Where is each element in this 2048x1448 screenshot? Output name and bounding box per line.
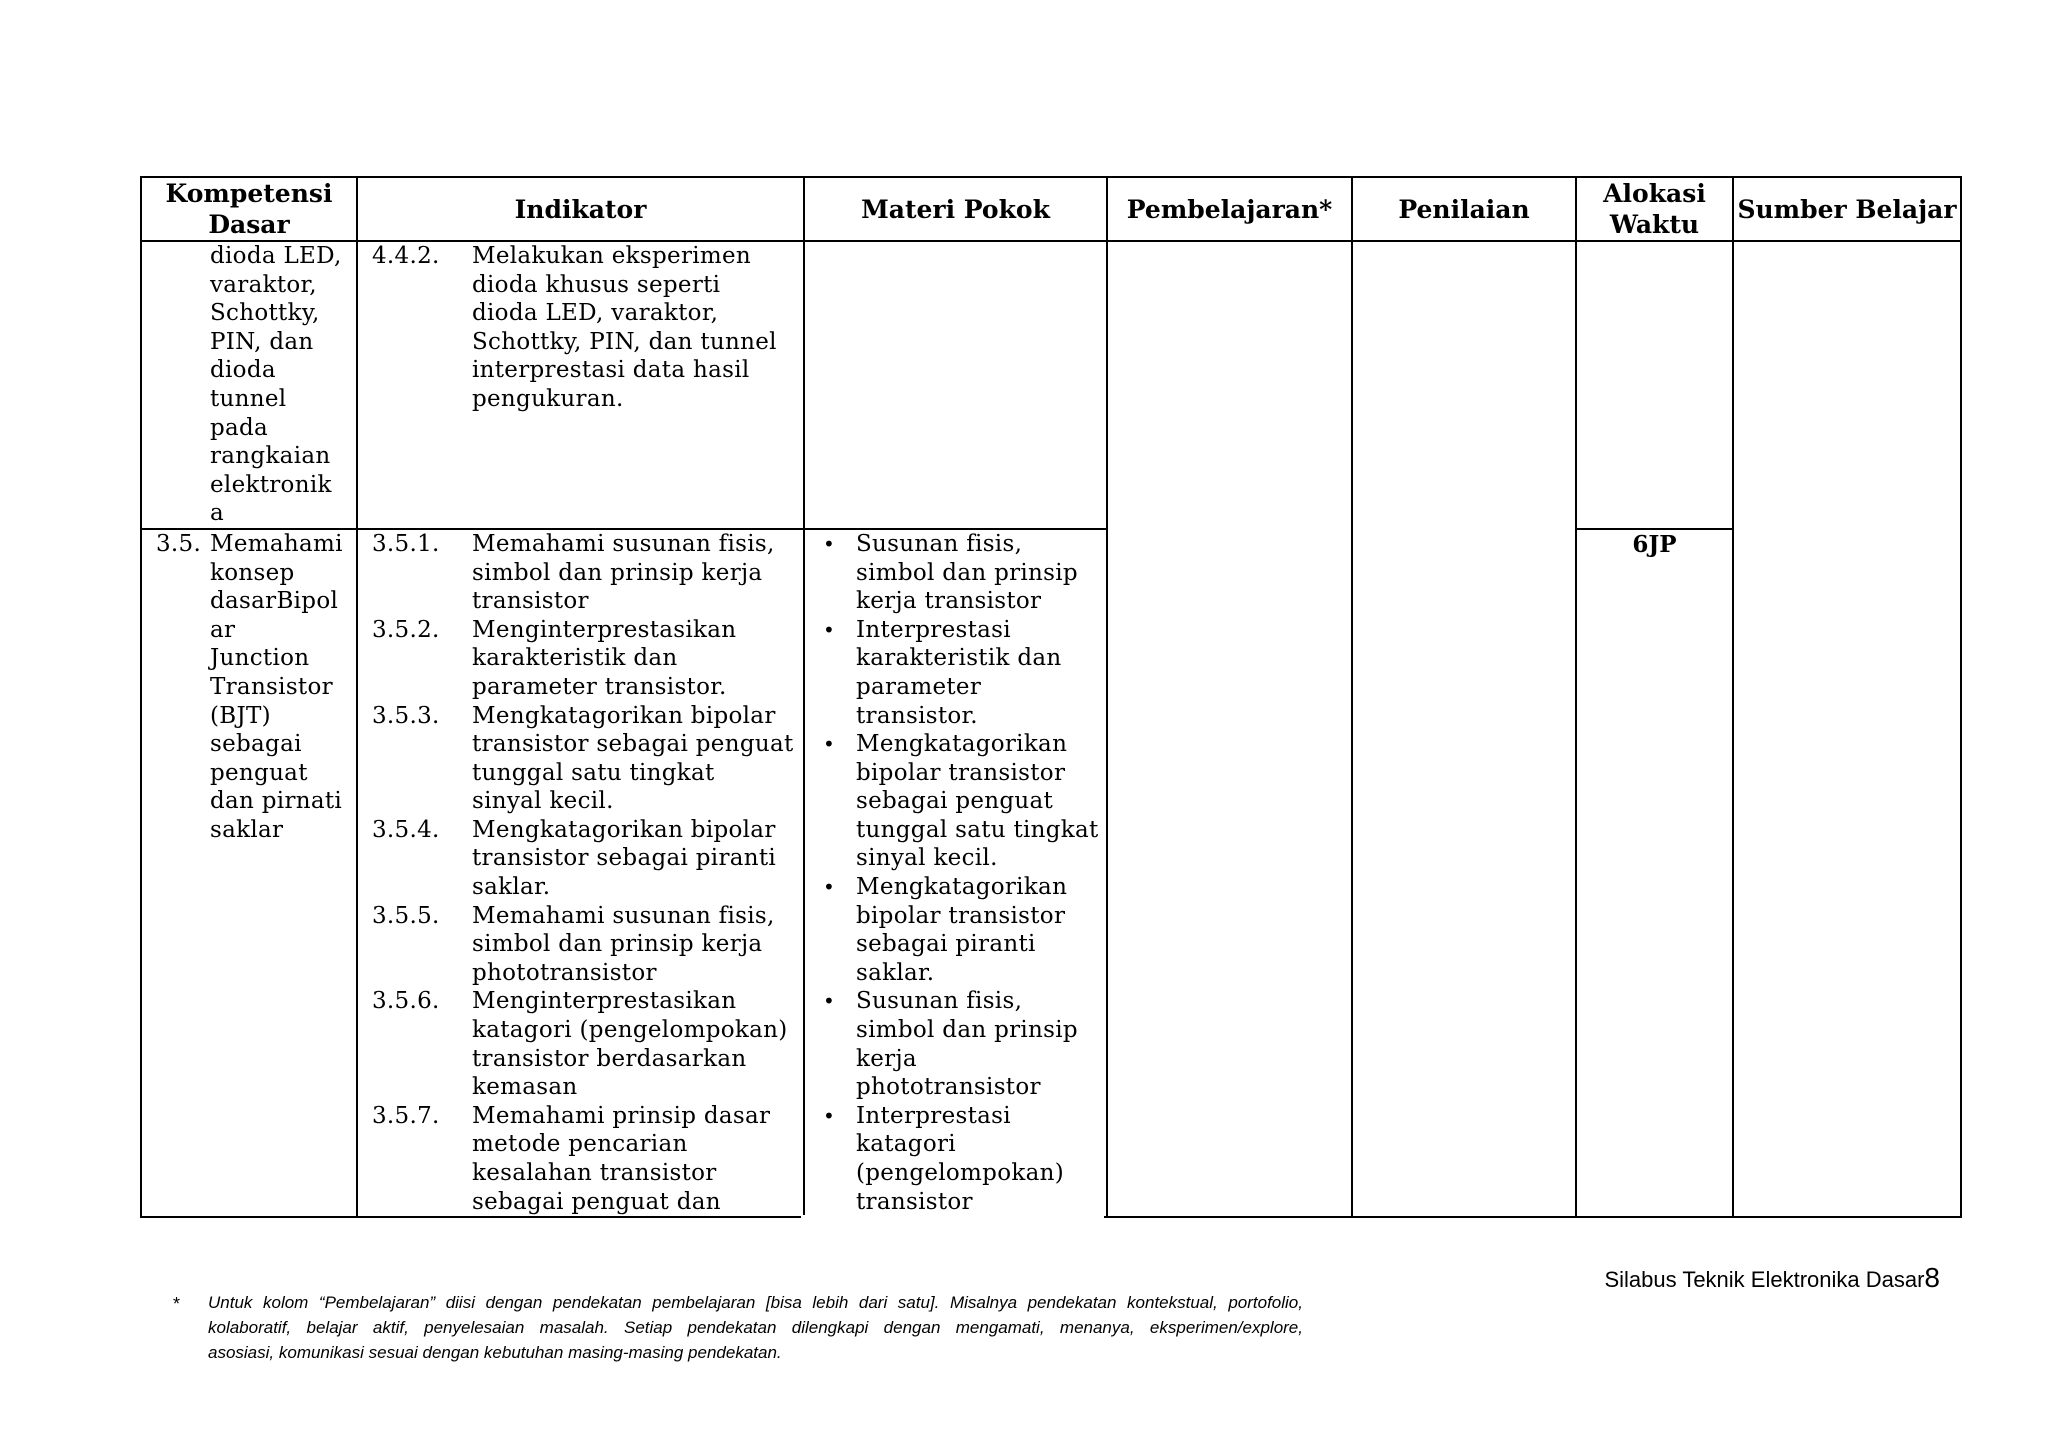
text-line: bipolar transistor: [856, 759, 1066, 786]
header-alokasi-waktu: Alokasi Waktu: [1576, 177, 1733, 241]
header-kompetensi-dasar: Kompetensi Dasar: [141, 177, 357, 241]
materi-text: [856, 530, 1106, 616]
text-line: Mengkatagorikan: [856, 874, 1068, 901]
text-line: saklar.: [472, 874, 551, 901]
indicator-text: [472, 987, 803, 1101]
text-line: saklar.: [856, 959, 935, 986]
indicator-number: 3.5.3.: [372, 702, 440, 729]
indicator-number: 3.5.5.: [372, 902, 440, 929]
bullet: •: [823, 732, 836, 757]
text-line: PIN, dan: [210, 328, 314, 355]
text-line: transistor.: [856, 702, 978, 729]
indicator-item: [358, 702, 803, 816]
text-line: katagori: [856, 1131, 956, 1158]
text-line: Susunan fisis,: [856, 530, 1023, 557]
text-line: dan pirnati: [210, 788, 343, 815]
header-sumber-belajar: Sumber Belajar: [1733, 177, 1961, 241]
indicator-item: [358, 902, 803, 988]
text-line: dioda khusus seperti: [472, 271, 721, 298]
text-line: Schottky, PIN, dan tunnel: [472, 328, 777, 355]
text-line: sinyal kecil.: [472, 788, 614, 815]
text-line: varaktor,: [210, 271, 317, 298]
alokasi-waktu-value: 6JP: [1632, 530, 1677, 558]
indikator-cell-row1: [357, 241, 804, 529]
header-pembelajaran: Pembelajaran*: [1107, 177, 1352, 241]
indicator-number: 3.5.1.: [372, 530, 440, 557]
list-item: [805, 873, 1106, 987]
text-line: sebagai piranti: [856, 931, 1036, 958]
alokasi-cell-row1: [1576, 241, 1733, 529]
text-line: phototransistor: [472, 959, 657, 986]
text-line: Junction: [210, 645, 310, 672]
text-line: parameter: [856, 673, 982, 700]
materi-text: [856, 616, 1106, 730]
materi-cell-row2: [804, 529, 1107, 1217]
text-line: dioda LED, varaktor,: [472, 300, 719, 327]
text-line: dioda: [210, 357, 276, 384]
text-line: Mengkatagorikan bipolar: [472, 816, 776, 843]
text-line: Mengkatagorikan bipolar: [472, 702, 776, 729]
text-line: interprestasi data hasil: [472, 357, 750, 384]
text-line: Susunan fisis,: [856, 988, 1023, 1015]
indicator-text: [472, 530, 803, 616]
materi-text: [856, 987, 1106, 1101]
indicator-number: 3.5.2.: [372, 616, 440, 643]
materi-text: [856, 873, 1106, 987]
alokasi-cell-row2: [1576, 529, 1733, 1217]
text-line: tunggal satu tingkat: [856, 816, 1099, 843]
text-line: saklar: [210, 816, 284, 843]
text-line: Transistor: [210, 673, 333, 700]
materi-bottom-border-gap: [801, 1215, 1104, 1219]
header-materi-pokok: Materi Pokok: [804, 177, 1107, 241]
indicator-text: [472, 616, 803, 702]
text-line: dioda LED,: [210, 243, 342, 269]
footer-title-text: Silabus Teknik Elektronika Dasar: [1604, 1267, 1925, 1292]
text-line: Memahami susunan fisis,: [472, 902, 775, 929]
pembelajaran-cell: [1107, 241, 1352, 1217]
indicator-text: [472, 1102, 803, 1216]
text-line: kemasan: [472, 1074, 578, 1101]
kd-number: 3.5.: [156, 530, 202, 557]
footnote-line-1: Untuk kolom “Pembelajaran” diisi dengan pendekatan pembelajaran [bisa lebih dari satu]. Misalnya pendekatan kontekstual, portofolio,: [208, 1293, 1303, 1312]
indicator-item: [358, 616, 803, 702]
text-line: Menginterprestasikan: [472, 988, 737, 1015]
indicator-number: 3.5.6.: [372, 988, 440, 1015]
materi-text: [856, 730, 1106, 873]
text-line: elektronik: [210, 471, 332, 498]
page-number: 8: [1924, 1262, 1940, 1293]
footnote-line-3: asosiasi, komunikasi sesuai dengan kebutuhan masing-masing pendekatan.: [208, 1343, 782, 1362]
table-header-row: [141, 177, 1961, 241]
list-item: [805, 616, 1106, 730]
indicator-item: [358, 530, 803, 616]
text-line: kerja: [856, 1045, 917, 1072]
indikator-cell-row2: [357, 529, 804, 1217]
indicator-item: [358, 1102, 803, 1216]
text-line: simbol dan prinsip: [856, 1017, 1078, 1044]
list-item: [805, 530, 1106, 616]
text-line: Schottky,: [210, 300, 320, 327]
footer-title: [1560, 1262, 1940, 1294]
syllabus-table: [140, 176, 1962, 1218]
text-line: karakteristik dan: [856, 645, 1062, 672]
text-line: sebagai penguat: [856, 788, 1054, 815]
sumber-belajar-cell: [1733, 241, 1961, 1217]
materi-text: [856, 1102, 1106, 1216]
indicator-item: [358, 242, 803, 414]
text-line: konsep: [210, 559, 295, 586]
text-line: metode pencarian: [472, 1131, 688, 1158]
text-line: pada: [210, 414, 269, 441]
footnote-marker: *: [173, 1294, 181, 1314]
text-line: Memahami: [210, 530, 343, 557]
kd-cell-row1: [141, 241, 357, 529]
table-row: [141, 241, 1961, 529]
text-line: tunnel: [210, 385, 287, 412]
bullet: •: [823, 875, 836, 900]
text-line: karakteristik dan: [472, 645, 678, 672]
text-line: simbol dan prinsip: [856, 559, 1078, 586]
header-penilaian: Penilaian: [1352, 177, 1576, 241]
text-line: kesalahan transistor: [472, 1160, 717, 1186]
text-line: Melakukan eksperimen: [472, 243, 752, 269]
text-line: a: [210, 500, 225, 527]
indicator-item: [358, 816, 803, 902]
text-line: pengukuran.: [472, 385, 624, 412]
table-row: [141, 529, 1961, 1217]
text-line: penguat: [210, 759, 308, 786]
indicator-text: [472, 242, 803, 414]
materi-cell-row1: [804, 241, 1107, 529]
text-line: ar: [210, 616, 236, 643]
text-line: simbol dan prinsip kerja: [472, 559, 763, 586]
indicator-number: 3.5.4.: [372, 816, 440, 843]
text-line: (BJT): [210, 702, 271, 729]
footnote: [175, 1290, 1305, 1365]
text-line: sinyal kecil.: [856, 845, 998, 872]
indicator-text: [472, 816, 803, 902]
list-item: [805, 1102, 1106, 1216]
bullet: •: [823, 531, 836, 556]
text-line: Memahami susunan fisis,: [472, 530, 775, 557]
text-line: Interprestasi: [856, 616, 1011, 643]
header-indikator: Indikator: [357, 177, 804, 241]
kd-cell-row2: [141, 529, 357, 1217]
indicator-number: 3.5.7.: [372, 1102, 440, 1129]
text-line: parameter transistor.: [472, 673, 727, 700]
text-line: phototransistor: [856, 1074, 1041, 1101]
text-line: Menginterprestasikan: [472, 616, 737, 643]
text-line: sebagai: [210, 731, 302, 758]
text-line: dasarBipol: [210, 588, 339, 615]
penilaian-cell: [1352, 241, 1576, 1217]
text-line: katagori (pengelompokan): [472, 1017, 788, 1044]
footnote-line-2: kolaboratif, belajar aktif, penyelesaian masalah. Setiap pendekatan dilengkapi dengan mengamati, menanya, eksperimen/explore,: [208, 1318, 1303, 1337]
text-line: transistor: [472, 588, 589, 615]
bullet: •: [823, 617, 836, 642]
text-line: sebagai penguat dan: [472, 1188, 721, 1215]
text-line: Interprestasi: [856, 1102, 1011, 1129]
text-line: Memahami prinsip dasar: [472, 1102, 771, 1129]
text-line: simbol dan prinsip kerja: [472, 931, 763, 958]
bullet: •: [823, 1103, 836, 1128]
text-line: rangkaian: [210, 443, 331, 470]
text-line: (pengelompokan): [856, 1160, 1064, 1186]
list-item: [805, 730, 1106, 873]
indicator-text: [472, 902, 803, 988]
text-line: transistor: [856, 1188, 973, 1215]
indicator-text: [472, 702, 803, 816]
text-line: transistor berdasarkan: [472, 1045, 747, 1072]
text-line: tunggal satu tingkat: [472, 759, 715, 786]
text-line: kerja transistor: [856, 588, 1042, 615]
bullet: •: [823, 989, 836, 1014]
indicator-item: [358, 987, 803, 1101]
indicator-number: 4.4.2.: [372, 243, 440, 269]
text-line: transistor sebagai piranti: [472, 845, 777, 872]
list-item: [805, 987, 1106, 1101]
text-line: Mengkatagorikan: [856, 731, 1068, 758]
text-line: transistor sebagai penguat: [472, 731, 794, 758]
text-line: bipolar transistor: [856, 902, 1066, 929]
